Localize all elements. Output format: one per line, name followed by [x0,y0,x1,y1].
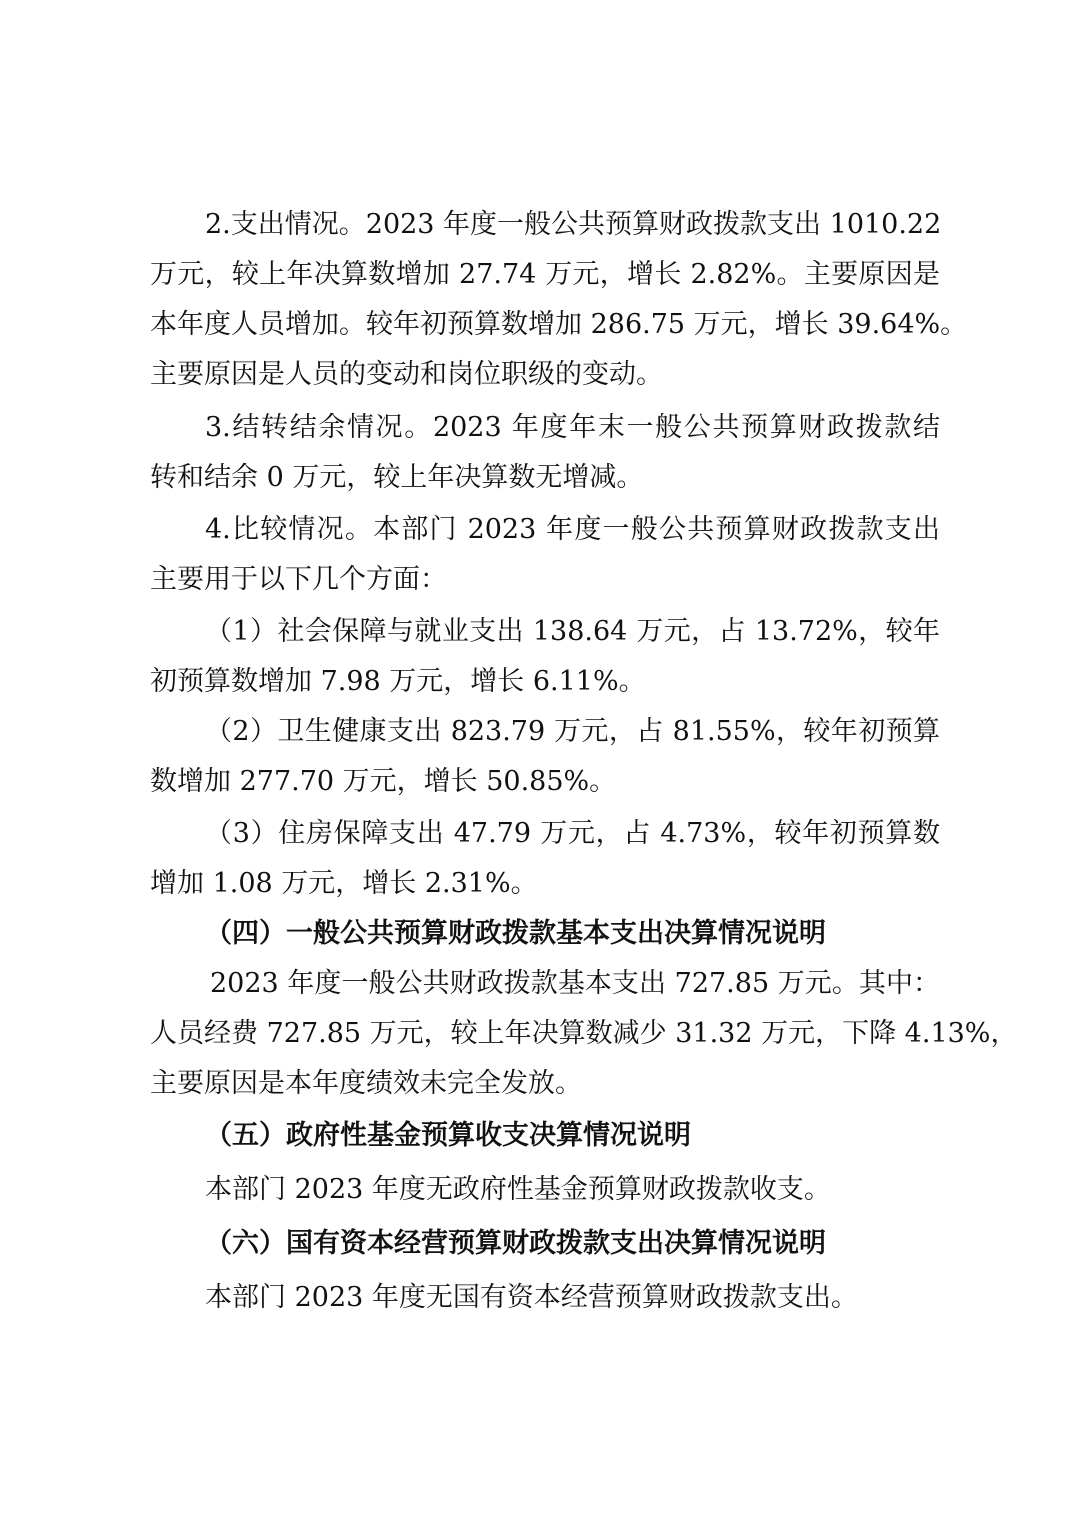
section-heading: （四）一般公共预算财政拨款基本支出决算情况说明 [205,918,826,949]
paragraph-line: 万元，较上年决算数增加 27.74 万元，增长 2.82%。主要原因是 [150,259,940,290]
paragraph-line: 4.比较情况。本部门 2023 年度一般公共预算财政拨款支出 [205,514,940,545]
paragraph-line: 本部门 2023 年度无国有资本经营预算财政拨款支出。 [205,1282,858,1313]
paragraph-line: 人员经费 727.85 万元，较上年决算数减少 31.32 万元，下降 4.13%， [150,1018,1018,1049]
section-heading: （六）国有资本经营预算财政拨款支出决算情况说明 [205,1228,826,1259]
paragraph-line: 主要用于以下几个方面： [150,564,447,595]
list-item-line: （1）社会保障与就业支出 138.64 万元，占 13.72%，较年 [205,616,940,647]
list-item-line: 初预算数增加 7.98 万元，增长 6.11%。 [150,666,646,697]
paragraph-line: 2.支出情况。2023 年度一般公共预算财政拨款支出 1010.22 [205,209,942,240]
paragraph-line: 主要原因是本年度绩效未完全发放。 [150,1068,582,1099]
list-item-line: 增加 1.08 万元，增长 2.31%。 [150,868,538,899]
list-item-line: （2）卫生健康支出 823.79 万元，占 81.55%，较年初预算 [205,716,940,747]
paragraph-line: 本部门 2023 年度无政府性基金预算财政拨款收支。 [205,1174,831,1205]
paragraph-line: 转和结余 0 万元，较上年决算数无增减。 [150,462,644,493]
paragraph-line: 2023 年度一般公共财政拨款基本支出 727.85 万元。其中： [210,968,940,999]
paragraph-line: 主要原因是人员的变动和岗位职级的变动。 [150,359,663,390]
list-item-line: （3）住房保障支出 47.79 万元，占 4.73%，较年初预算数 [205,818,940,849]
paragraph-line: 3.结转结余情况。2023 年度年末一般公共预算财政拨款结 [205,412,940,443]
section-heading: （五）政府性基金预算收支决算情况说明 [205,1120,691,1151]
paragraph-line: 本年度人员增加。较年初预算数增加 286.75 万元，增长 39.64%。 [150,309,968,340]
list-item-line: 数增加 277.70 万元，增长 50.85%。 [150,766,617,797]
